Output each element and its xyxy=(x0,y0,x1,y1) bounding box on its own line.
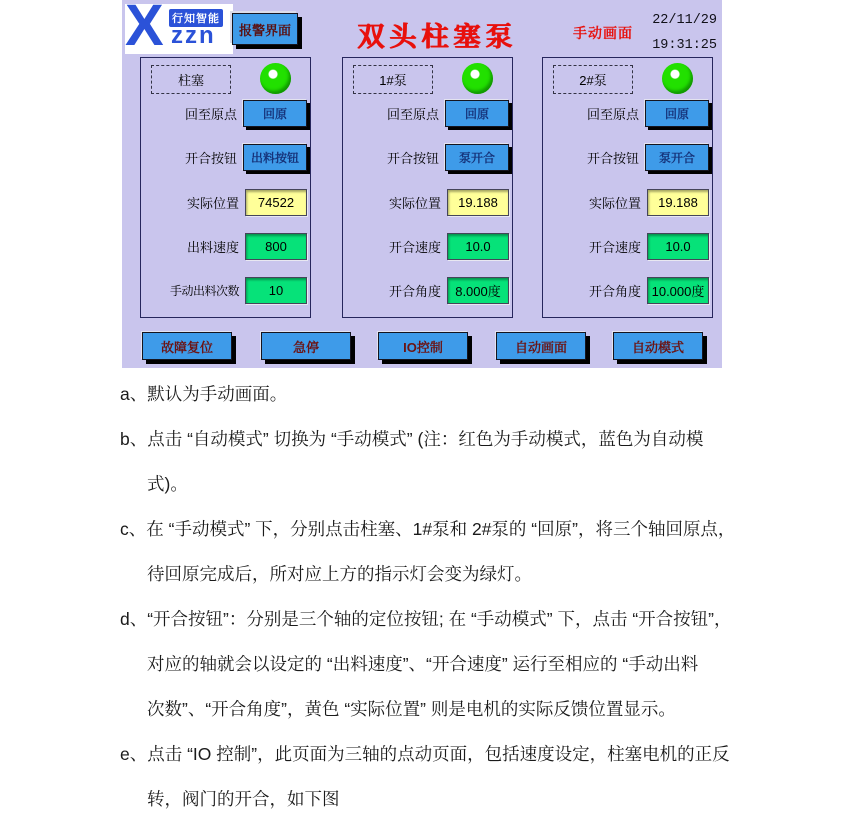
item-text: “开合按钮”：分别是三个轴的定位按钮; 在 “手动模式” 下，点击 “开合按钮”， xyxy=(147,609,732,629)
date-text: 22/11/29 xyxy=(652,13,717,28)
angle-row xyxy=(547,275,709,305)
status-light-icon xyxy=(260,63,291,94)
actual-position-field: 19.188 xyxy=(647,189,709,216)
instruction-list xyxy=(120,372,752,822)
panel-title xyxy=(151,65,231,94)
actual-position-row xyxy=(145,187,307,217)
angle-setting-field[interactable]: 10.000度 xyxy=(647,277,709,304)
row-label: 实际位置 xyxy=(186,195,239,211)
instruction-item-b xyxy=(120,417,752,507)
instruction-item-a xyxy=(120,372,752,417)
speed-setting-field[interactable]: 10.0 xyxy=(647,233,709,260)
item-prefix: b、 xyxy=(120,429,148,449)
row-label: 开合角度 xyxy=(588,283,641,299)
row-label: 开合按钮 xyxy=(386,150,439,166)
pump-openclose-button[interactable]: 泵开合 xyxy=(445,144,509,171)
instruction-item-c xyxy=(120,507,752,597)
panel-pump2 xyxy=(542,57,713,318)
openclose-row xyxy=(347,142,509,172)
openclose-row xyxy=(547,142,709,172)
manual-count-field[interactable]: 10 xyxy=(245,277,307,304)
datetime-display xyxy=(627,8,717,58)
instruction-line: 转，阀门的开合，如下图 xyxy=(147,789,340,809)
panel-title-label: 2#泵 xyxy=(579,73,607,88)
item-prefix: e、 xyxy=(120,744,148,764)
item-text: 点击 “自动模式” 切换为 “手动模式” (注：红色为手动模式，蓝色为自动模 xyxy=(147,429,704,449)
row-label: 实际位置 xyxy=(388,195,441,211)
panel-plunger xyxy=(140,57,311,318)
instruction-item-e xyxy=(120,732,752,822)
item-text: 默认为手动画面。 xyxy=(147,384,288,404)
speed-setting-field[interactable]: 800 xyxy=(245,233,307,260)
row-label: 出料速度 xyxy=(186,239,239,255)
instruction-line: 待回原完成后，所对应上方的指示灯会变为绿灯。 xyxy=(147,564,532,584)
speed-row xyxy=(347,231,509,261)
item-text: 点击 “IO 控制”，此页面为三轴的点动页面，包括速度设定，柱塞电机的正反 xyxy=(147,744,730,764)
brand-logo xyxy=(125,4,233,54)
instruction-line: 次数”、“开合角度”，黄色 “实际位置” 则是电机的实际反馈位置显示。 xyxy=(147,699,676,719)
home-button[interactable]: 回原 xyxy=(243,100,307,127)
angle-setting-field[interactable]: 8.000度 xyxy=(447,277,509,304)
estop-button[interactable]: 急停 xyxy=(261,332,351,360)
actual-position-field: 74522 xyxy=(245,189,307,216)
item-prefix: a、 xyxy=(120,384,148,404)
status-light-icon xyxy=(662,63,693,94)
instruction-line xyxy=(120,417,752,462)
mode-indicator-label: 手动画面 xyxy=(573,25,633,41)
speed-row xyxy=(145,231,307,261)
time-text: 19:31:25 xyxy=(652,38,717,53)
row-label: 实际位置 xyxy=(588,195,641,211)
panel-title-label: 1#泵 xyxy=(379,73,407,88)
instruction-line xyxy=(120,732,752,777)
openclose-row xyxy=(145,142,307,172)
row-label: 开合角度 xyxy=(388,283,441,299)
home-row xyxy=(347,98,509,128)
row-label: 手动出料次数 xyxy=(169,283,239,298)
auto-mode-button[interactable]: 自动模式 xyxy=(613,332,703,360)
actual-position-field: 19.188 xyxy=(447,189,509,216)
instruction-line xyxy=(120,597,752,642)
item-prefix: c、 xyxy=(120,519,147,539)
panel-title-label: 柱塞 xyxy=(177,73,204,88)
instruction-item-d xyxy=(120,597,752,732)
status-light-icon xyxy=(462,63,493,94)
fault-reset-button[interactable]: 故障复位 xyxy=(142,332,232,360)
alarm-screen-button[interactable]: 报警界面 xyxy=(232,13,298,45)
actual-position-row xyxy=(347,187,509,217)
logo-zzn-text: zzn xyxy=(171,22,216,49)
item-text: 在 “手动模式” 下，分别点击柱塞、1#泵和 2#泵的 “回原”，将三个轴回原点， xyxy=(146,519,736,539)
home-row xyxy=(145,98,307,128)
row-label: 开合按钮 xyxy=(184,150,237,166)
angle-row xyxy=(347,275,509,305)
logo-x-glyph: X xyxy=(125,4,164,54)
item-prefix: d、 xyxy=(120,609,148,629)
pump-openclose-button[interactable]: 泵开合 xyxy=(645,144,709,171)
speed-setting-field[interactable]: 10.0 xyxy=(447,233,509,260)
auto-screen-button[interactable]: 自动画面 xyxy=(496,332,586,360)
panel-pump1 xyxy=(342,57,513,318)
panel-title xyxy=(353,65,433,94)
panel-title xyxy=(553,65,633,94)
instruction-line: 式)。 xyxy=(147,474,188,494)
row-label: 回至原点 xyxy=(586,106,639,122)
hmi-screen xyxy=(122,0,722,368)
instruction-line xyxy=(120,507,752,552)
row-label: 开合按钮 xyxy=(586,150,639,166)
row-label: 回至原点 xyxy=(184,106,237,122)
home-button[interactable]: 回原 xyxy=(645,100,709,127)
instruction-line: 对应的轴就会以设定的 “出料速度”、“开合速度” 运行至相应的 “手动出料 xyxy=(147,654,699,674)
hmi-page-title: 双头柱塞泵 xyxy=(357,22,517,52)
row-label: 开合速度 xyxy=(388,239,441,255)
instruction-line xyxy=(120,372,752,417)
discharge-button[interactable]: 出料按钮 xyxy=(243,144,307,171)
io-control-button[interactable]: IO控制 xyxy=(378,332,468,360)
home-row xyxy=(547,98,709,128)
home-button[interactable]: 回原 xyxy=(445,100,509,127)
row-label: 开合速度 xyxy=(588,239,641,255)
row-label: 回至原点 xyxy=(386,106,439,122)
count-row xyxy=(145,275,307,305)
actual-position-row xyxy=(547,187,709,217)
logo-brand-tag: 行知智能 xyxy=(169,9,223,27)
speed-row xyxy=(547,231,709,261)
